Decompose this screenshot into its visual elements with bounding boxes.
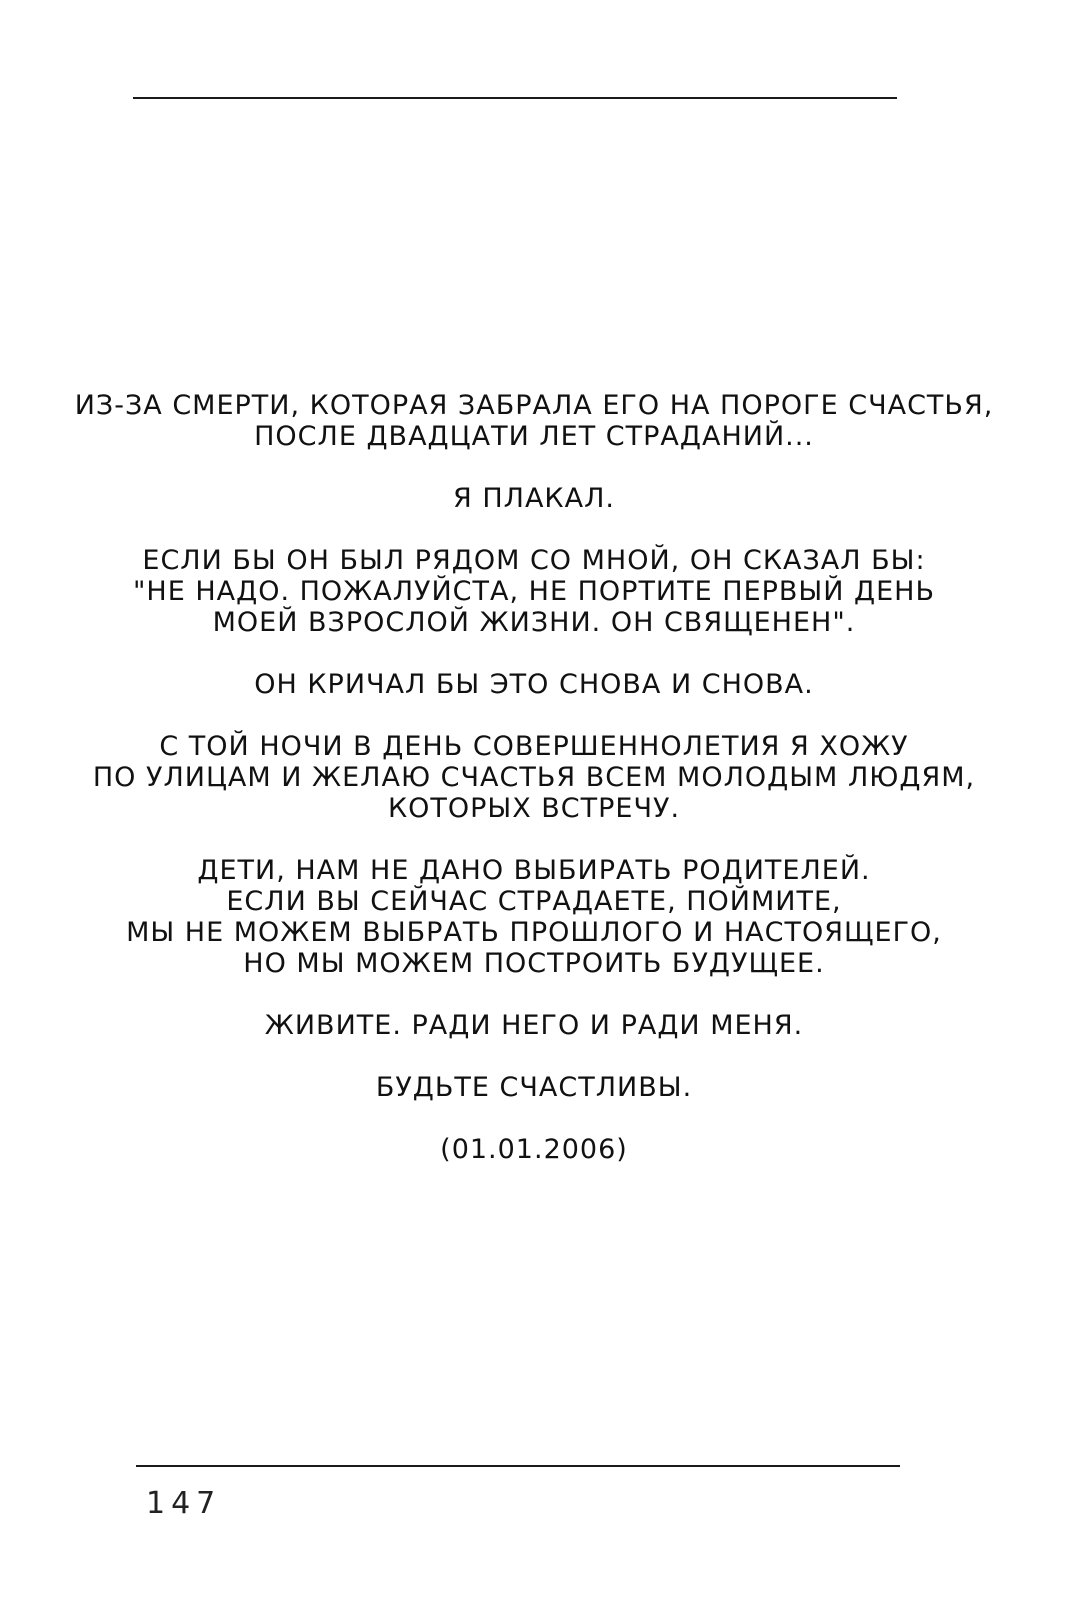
text-line: БУДЬТЕ СЧАСТЛИВЫ.	[375, 1072, 693, 1103]
text-line: ИЗ-ЗА СМЕРТИ, КОТОРАЯ ЗАБРАЛА ЕГО НА ПОРОГЕ СЧАСТЬЯ,	[74, 390, 994, 421]
text-line: ЕСЛИ ВЫ СЕЙЧАС СТРАДАЕТЕ, ПОЙМИТЕ,	[226, 886, 842, 917]
text-line: КОТОРЫХ ВСТРЕЧУ.	[387, 793, 681, 824]
paragraph-5	[40, 731, 1028, 824]
paragraph-8	[40, 1072, 1028, 1103]
text-line: МЫ НЕ МОЖЕМ ВЫБРАТЬ ПРОШЛОГО И НАСТОЯЩЕГО,	[126, 917, 942, 948]
paragraph-6	[40, 855, 1028, 979]
text-line: ЖИВИТЕ. РАДИ НЕГО И РАДИ МЕНЯ.	[264, 1010, 804, 1041]
bottom-divider	[136, 1465, 900, 1467]
top-divider	[133, 97, 897, 99]
paragraph-7	[40, 1010, 1028, 1041]
paragraph-1	[40, 390, 1028, 452]
text-line: ПОСЛЕ ДВАДЦАТИ ЛЕТ СТРАДАНИЙ...	[254, 421, 814, 452]
paragraph-4	[40, 669, 1028, 700]
text-line: НО МЫ МОЖЕМ ПОСТРОИТЬ БУДУЩЕЕ.	[243, 948, 825, 979]
text-line: "НЕ НАДО. ПОЖАЛУЙСТА, НЕ ПОРТИТЕ ПЕРВЫЙ ДЕНЬ	[132, 576, 936, 607]
text-line: С ТОЙ НОЧИ В ДЕНЬ СОВЕРШЕННОЛЕТИЯ Я ХОЖУ	[159, 731, 909, 762]
text-line: МОЕЙ ВЗРОСЛОЙ ЖИЗНИ. ОН СВЯЩЕНЕН".	[212, 607, 856, 638]
paragraph-3	[40, 545, 1028, 638]
text-line: ОН КРИЧАЛ БЫ ЭТО СНОВА И СНОВА.	[254, 669, 814, 700]
text-line: ДЕТИ, НАМ НЕ ДАНО ВЫБИРАТЬ РОДИТЕЛЕЙ.	[197, 855, 871, 886]
text-line: Я ПЛАКАЛ.	[453, 483, 615, 514]
date-line	[40, 1134, 1028, 1165]
page-number: 147	[146, 1486, 222, 1521]
paragraph-2	[40, 483, 1028, 514]
text-line: ПО УЛИЦАМ И ЖЕЛАЮ СЧАСТЬЯ ВСЕМ МОЛОДЫМ ЛЮДЯМ,	[92, 762, 976, 793]
afterword-text	[40, 390, 1028, 1196]
text-line: ЕСЛИ БЫ ОН БЫЛ РЯДОМ СО МНОЙ, ОН СКАЗАЛ БЫ:	[142, 545, 926, 576]
text-line: (01.01.2006)	[440, 1134, 628, 1165]
